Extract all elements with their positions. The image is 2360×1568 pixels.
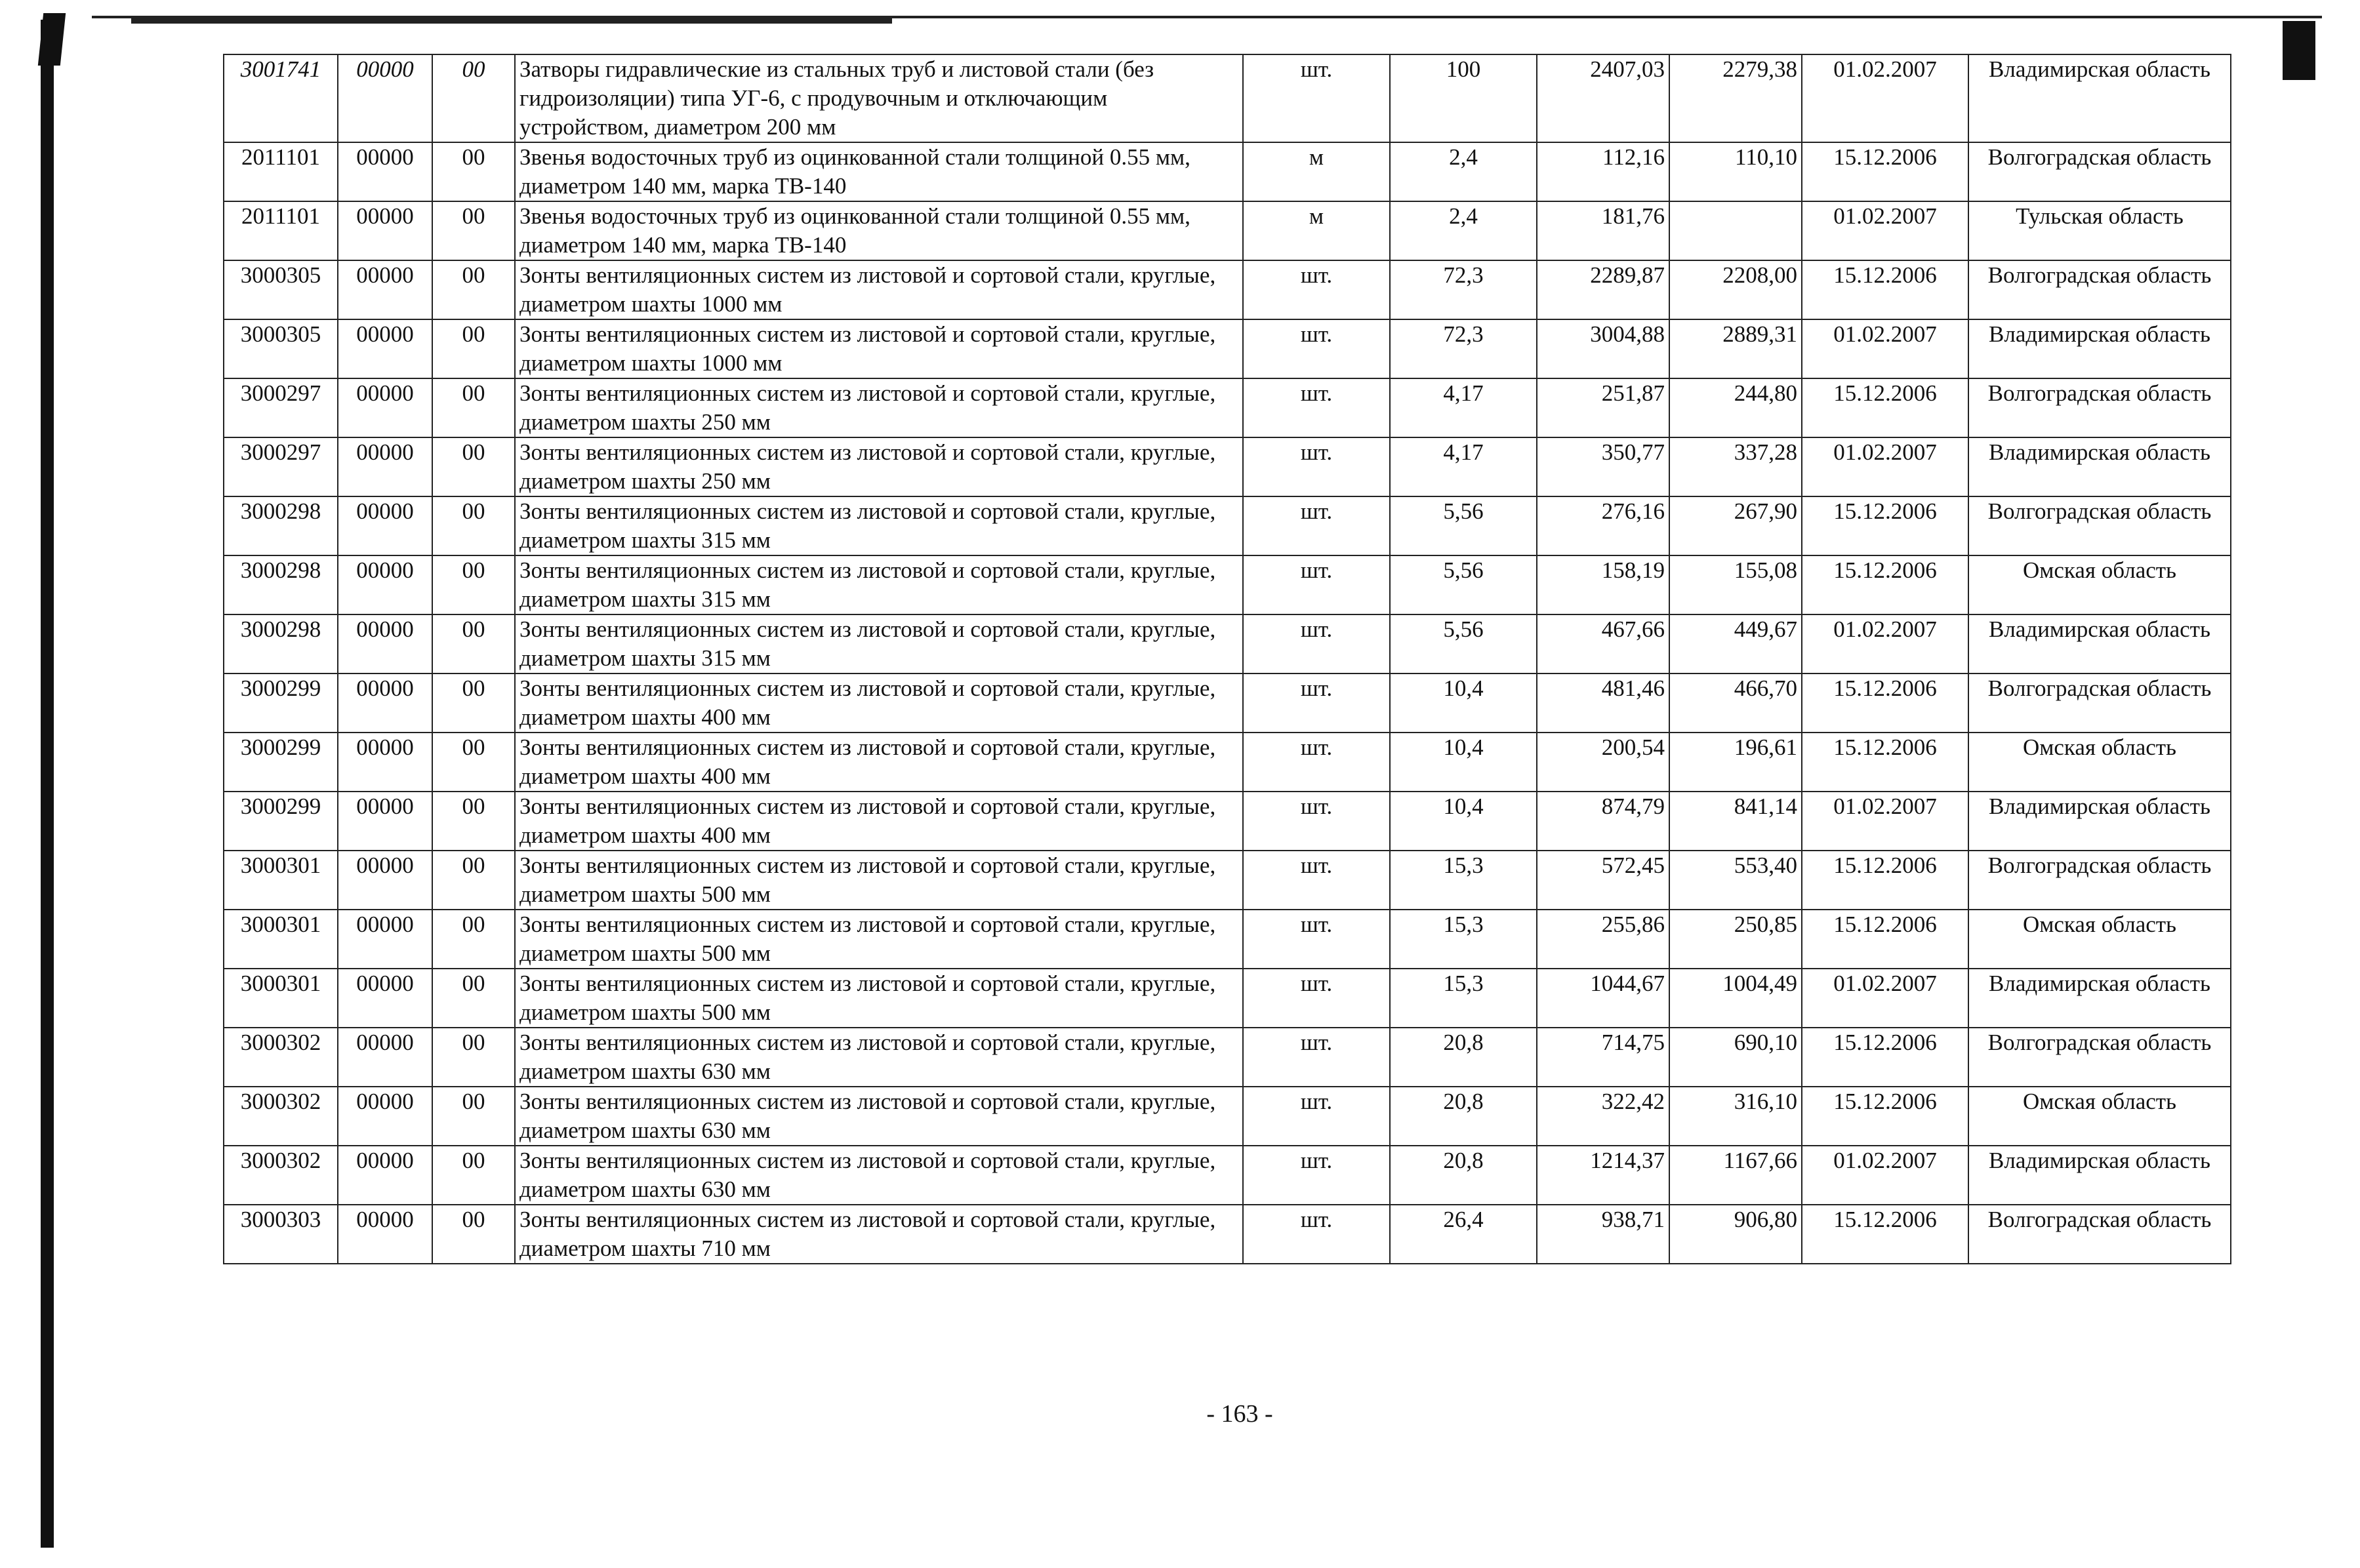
cell-name: Зонты вентиляционных систем из листовой и сортовой стали, круглые, диаметром шахты 400 мм (515, 792, 1243, 851)
cell-price-2: 337,28 (1669, 437, 1802, 496)
cell-region: Омская область (1968, 910, 2231, 969)
cell-code: 3000299 (224, 733, 338, 792)
cell-quantity: 5,56 (1390, 555, 1537, 614)
cell-subcode: 00000 (338, 1087, 432, 1146)
cell-code: 3000297 (224, 378, 338, 437)
cell-name: Зонты вентиляционных систем из листовой и сортовой стали, круглые, диаметром шахты 710 мм (515, 1205, 1243, 1264)
cell-price-1: 714,75 (1537, 1028, 1669, 1087)
cell-extcode: 00 (432, 142, 515, 201)
cell-subcode: 00000 (338, 969, 432, 1028)
cell-code: 3001741 (224, 54, 338, 142)
cell-subcode: 00000 (338, 851, 432, 910)
cell-date: 15.12.2006 (1802, 733, 1968, 792)
cell-price-2 (1669, 201, 1802, 260)
cell-unit: шт. (1243, 555, 1390, 614)
cell-region: Владимирская область (1968, 792, 2231, 851)
cell-subcode: 00000 (338, 792, 432, 851)
cell-price-2: 841,14 (1669, 792, 1802, 851)
cell-region: Владимирская область (1968, 437, 2231, 496)
cell-code: 3000298 (224, 555, 338, 614)
cell-extcode: 00 (432, 555, 515, 614)
cell-unit: шт. (1243, 1146, 1390, 1205)
cell-region: Владимирская область (1968, 54, 2231, 142)
cell-date: 15.12.2006 (1802, 851, 1968, 910)
cell-extcode: 00 (432, 201, 515, 260)
cell-quantity: 2,4 (1390, 142, 1537, 201)
cell-code: 3000305 (224, 260, 338, 319)
cell-unit: шт. (1243, 1205, 1390, 1264)
cell-price-1: 322,42 (1537, 1087, 1669, 1146)
cell-code: 3000298 (224, 496, 338, 555)
cell-region: Омская область (1968, 555, 2231, 614)
cell-extcode: 00 (432, 54, 515, 142)
cell-unit: шт. (1243, 54, 1390, 142)
table-row (224, 792, 2231, 851)
cell-code: 3000302 (224, 1087, 338, 1146)
cell-price-2: 449,67 (1669, 614, 1802, 673)
cell-quantity: 15,3 (1390, 851, 1537, 910)
cell-code: 3000299 (224, 673, 338, 733)
cell-quantity: 4,17 (1390, 437, 1537, 496)
cell-subcode: 00000 (338, 437, 432, 496)
cell-price-1: 2407,03 (1537, 54, 1669, 142)
cell-price-1: 3004,88 (1537, 319, 1669, 378)
table-row (224, 437, 2231, 496)
cell-region: Владимирская область (1968, 319, 2231, 378)
cell-code: 3000298 (224, 614, 338, 673)
table-row (224, 496, 2231, 555)
cell-date: 01.02.2007 (1802, 201, 1968, 260)
cell-price-1: 158,19 (1537, 555, 1669, 614)
cell-unit: шт. (1243, 1087, 1390, 1146)
cell-extcode: 00 (432, 969, 515, 1028)
cell-price-2: 250,85 (1669, 910, 1802, 969)
cell-price-2: 553,40 (1669, 851, 1802, 910)
cell-name: Зонты вентиляционных систем из листовой и сортовой стали, круглые, диаметром шахты 500 мм (515, 969, 1243, 1028)
scan-edge-bar-top (38, 13, 66, 66)
cell-unit: м (1243, 142, 1390, 201)
cell-quantity: 72,3 (1390, 260, 1537, 319)
cell-price-1: 2289,87 (1537, 260, 1669, 319)
cell-name: Зонты вентиляционных систем из листовой и сортовой стали, круглые, диаметром шахты 630 мм (515, 1146, 1243, 1205)
cell-unit: шт. (1243, 260, 1390, 319)
cell-date: 01.02.2007 (1802, 319, 1968, 378)
cell-quantity: 2,4 (1390, 201, 1537, 260)
cell-date: 15.12.2006 (1802, 1028, 1968, 1087)
cell-unit: шт. (1243, 437, 1390, 496)
table-row (224, 142, 2231, 201)
cell-quantity: 20,8 (1390, 1028, 1537, 1087)
scan-edge-bar (41, 20, 54, 1548)
cell-region: Волгоградская область (1968, 1028, 2231, 1087)
cell-name: Зонты вентиляционных систем из листовой и сортовой стали, круглые, диаметром шахты 1000 мм (515, 260, 1243, 319)
table-row (224, 201, 2231, 260)
cell-price-2: 2208,00 (1669, 260, 1802, 319)
cell-date: 15.12.2006 (1802, 910, 1968, 969)
cell-quantity: 4,17 (1390, 378, 1537, 437)
table-row (224, 319, 2231, 378)
cell-code: 2011101 (224, 201, 338, 260)
cell-price-1: 1044,67 (1537, 969, 1669, 1028)
cell-price-1: 276,16 (1537, 496, 1669, 555)
cell-name: Звенья водосточных труб из оцинкованной стали толщиной 0.55 мм, диаметром 140 мм, марка ТВ-140 (515, 142, 1243, 201)
cell-region: Волгоградская область (1968, 851, 2231, 910)
cell-subcode: 00000 (338, 733, 432, 792)
cell-code: 3000305 (224, 319, 338, 378)
table-row (224, 1146, 2231, 1205)
cell-price-1: 251,87 (1537, 378, 1669, 437)
cell-subcode: 00000 (338, 378, 432, 437)
cell-date: 01.02.2007 (1802, 1146, 1968, 1205)
cell-region: Волгоградская область (1968, 260, 2231, 319)
cell-price-1: 181,76 (1537, 201, 1669, 260)
cell-extcode: 00 (432, 792, 515, 851)
cell-unit: шт. (1243, 910, 1390, 969)
cell-code: 3000301 (224, 851, 338, 910)
cell-price-1: 874,79 (1537, 792, 1669, 851)
cell-quantity: 20,8 (1390, 1146, 1537, 1205)
cell-name: Зонты вентиляционных систем из листовой и сортовой стали, круглые, диаметром шахты 500 мм (515, 851, 1243, 910)
cell-quantity: 15,3 (1390, 969, 1537, 1028)
cell-subcode: 00000 (338, 260, 432, 319)
cell-extcode: 00 (432, 1028, 515, 1087)
cell-price-1: 112,16 (1537, 142, 1669, 201)
cell-name: Зонты вентиляционных систем из листовой и сортовой стали, круглые, диаметром шахты 315 мм (515, 555, 1243, 614)
cell-extcode: 00 (432, 673, 515, 733)
cell-price-1: 572,45 (1537, 851, 1669, 910)
table-row (224, 733, 2231, 792)
cell-extcode: 00 (432, 1205, 515, 1264)
table-row (224, 1087, 2231, 1146)
cell-subcode: 00000 (338, 555, 432, 614)
cell-extcode: 00 (432, 733, 515, 792)
cell-region: Омская область (1968, 733, 2231, 792)
cell-unit: шт. (1243, 496, 1390, 555)
table-body (224, 54, 2231, 1264)
price-table (223, 54, 2231, 1264)
cell-price-1: 350,77 (1537, 437, 1669, 496)
cell-date: 15.12.2006 (1802, 1205, 1968, 1264)
cell-price-1: 938,71 (1537, 1205, 1669, 1264)
cell-price-2: 155,08 (1669, 555, 1802, 614)
cell-price-1: 200,54 (1537, 733, 1669, 792)
cell-quantity: 5,56 (1390, 614, 1537, 673)
cell-name: Зонты вентиляционных систем из листовой и сортовой стали, круглые, диаметром шахты 315 мм (515, 496, 1243, 555)
cell-extcode: 00 (432, 910, 515, 969)
cell-subcode: 00000 (338, 614, 432, 673)
cell-quantity: 10,4 (1390, 792, 1537, 851)
cell-extcode: 00 (432, 496, 515, 555)
cell-region: Омская область (1968, 1087, 2231, 1146)
cell-date: 01.02.2007 (1802, 969, 1968, 1028)
cell-subcode: 00000 (338, 1146, 432, 1205)
cell-price-1: 1214,37 (1537, 1146, 1669, 1205)
cell-price-1: 481,46 (1537, 673, 1669, 733)
cell-name: Звенья водосточных труб из оцинкованной стали толщиной 0.55 мм, диаметром 140 мм, марка ТВ-140 (515, 201, 1243, 260)
table-row (224, 910, 2231, 969)
cell-name: Зонты вентиляционных систем из листовой и сортовой стали, круглые, диаметром шахты 1000 мм (515, 319, 1243, 378)
cell-date: 01.02.2007 (1802, 437, 1968, 496)
cell-subcode: 00000 (338, 142, 432, 201)
cell-quantity: 26,4 (1390, 1205, 1537, 1264)
cell-name: Зонты вентиляционных систем из листовой и сортовой стали, круглые, диаметром шахты 250 мм (515, 378, 1243, 437)
cell-unit: шт. (1243, 1028, 1390, 1087)
cell-name: Зонты вентиляционных систем из листовой и сортовой стали, круглые, диаметром шахты 630 мм (515, 1028, 1243, 1087)
cell-code: 3000302 (224, 1028, 338, 1087)
cell-date: 15.12.2006 (1802, 496, 1968, 555)
cell-code: 3000297 (224, 437, 338, 496)
table-row (224, 555, 2231, 614)
cell-price-2: 267,90 (1669, 496, 1802, 555)
cell-date: 15.12.2006 (1802, 378, 1968, 437)
table-row (224, 614, 2231, 673)
cell-quantity: 10,4 (1390, 733, 1537, 792)
cell-price-2: 466,70 (1669, 673, 1802, 733)
cell-quantity: 5,56 (1390, 496, 1537, 555)
cell-date: 15.12.2006 (1802, 142, 1968, 201)
cell-extcode: 00 (432, 1087, 515, 1146)
cell-price-2: 196,61 (1669, 733, 1802, 792)
cell-quantity: 72,3 (1390, 319, 1537, 378)
cell-date: 15.12.2006 (1802, 555, 1968, 614)
table-row (224, 54, 2231, 142)
cell-price-2: 1004,49 (1669, 969, 1802, 1028)
cell-price-1: 467,66 (1537, 614, 1669, 673)
cell-extcode: 00 (432, 851, 515, 910)
cell-name: Зонты вентиляционных систем из листовой и сортовой стали, круглые, диаметром шахты 630 мм (515, 1087, 1243, 1146)
cell-extcode: 00 (432, 319, 515, 378)
cell-region: Волгоградская область (1968, 673, 2231, 733)
cell-extcode: 00 (432, 1146, 515, 1205)
cell-region: Волгоградская область (1968, 1205, 2231, 1264)
cell-date: 01.02.2007 (1802, 792, 1968, 851)
cell-price-2: 2889,31 (1669, 319, 1802, 378)
table-row (224, 1028, 2231, 1087)
cell-name: Зонты вентиляционных систем из листовой и сортовой стали, круглые, диаметром шахты 400 мм (515, 673, 1243, 733)
cell-code: 3000302 (224, 1146, 338, 1205)
cell-extcode: 00 (432, 614, 515, 673)
cell-date: 15.12.2006 (1802, 1087, 1968, 1146)
cell-price-1: 255,86 (1537, 910, 1669, 969)
cell-subcode: 00000 (338, 1028, 432, 1087)
page-number: - 163 - (1206, 1400, 1273, 1428)
cell-subcode: 00000 (338, 201, 432, 260)
cell-region: Волгоградская область (1968, 142, 2231, 201)
cell-date: 15.12.2006 (1802, 673, 1968, 733)
cell-subcode: 00000 (338, 910, 432, 969)
cell-price-2: 2279,38 (1669, 54, 1802, 142)
cell-price-2: 244,80 (1669, 378, 1802, 437)
cell-subcode: 00000 (338, 673, 432, 733)
cell-region: Тульская область (1968, 201, 2231, 260)
cell-name: Затворы гидравлические из стальных труб и листовой стали (без гидроизоляции) типа УГ-6, с продувочным и отключающим устройством, диаметром 200 мм (515, 54, 1243, 142)
cell-price-2: 316,10 (1669, 1087, 1802, 1146)
cell-price-2: 110,10 (1669, 142, 1802, 201)
cell-subcode: 00000 (338, 54, 432, 142)
cell-quantity: 20,8 (1390, 1087, 1537, 1146)
cell-date: 01.02.2007 (1802, 614, 1968, 673)
cell-unit: шт. (1243, 614, 1390, 673)
cell-quantity: 100 (1390, 54, 1537, 142)
cell-region: Волгоградская область (1968, 496, 2231, 555)
cell-region: Волгоградская область (1968, 378, 2231, 437)
table-row (224, 673, 2231, 733)
cell-unit: м (1243, 201, 1390, 260)
cell-price-2: 906,80 (1669, 1205, 1802, 1264)
table-row (224, 851, 2231, 910)
cell-price-2: 690,10 (1669, 1028, 1802, 1087)
table-row (224, 969, 2231, 1028)
scan-corner-mark (2283, 21, 2315, 80)
cell-quantity: 15,3 (1390, 910, 1537, 969)
cell-unit: шт. (1243, 378, 1390, 437)
cell-price-2: 1167,66 (1669, 1146, 1802, 1205)
cell-extcode: 00 (432, 437, 515, 496)
table-row (224, 378, 2231, 437)
table-row (224, 1205, 2231, 1264)
cell-name: Зонты вентиляционных систем из листовой и сортовой стали, круглые, диаметром шахты 500 мм (515, 910, 1243, 969)
cell-unit: шт. (1243, 673, 1390, 733)
cell-extcode: 00 (432, 378, 515, 437)
cell-region: Владимирская область (1968, 1146, 2231, 1205)
cell-name: Зонты вентиляционных систем из листовой и сортовой стали, круглые, диаметром шахты 315 мм (515, 614, 1243, 673)
cell-unit: шт. (1243, 969, 1390, 1028)
cell-region: Владимирская область (1968, 969, 2231, 1028)
cell-subcode: 00000 (338, 1205, 432, 1264)
cell-subcode: 00000 (338, 496, 432, 555)
cell-extcode: 00 (432, 260, 515, 319)
cell-code: 3000303 (224, 1205, 338, 1264)
cell-name: Зонты вентиляционных систем из листовой и сортовой стали, круглые, диаметром шахты 400 мм (515, 733, 1243, 792)
scan-top-line-thick (131, 17, 892, 24)
cell-code: 3000299 (224, 792, 338, 851)
cell-code: 3000301 (224, 910, 338, 969)
cell-date: 01.02.2007 (1802, 54, 1968, 142)
cell-subcode: 00000 (338, 319, 432, 378)
cell-unit: шт. (1243, 319, 1390, 378)
cell-name: Зонты вентиляционных систем из листовой и сортовой стали, круглые, диаметром шахты 250 мм (515, 437, 1243, 496)
cell-code: 3000301 (224, 969, 338, 1028)
cell-date: 15.12.2006 (1802, 260, 1968, 319)
table-row (224, 260, 2231, 319)
cell-unit: шт. (1243, 733, 1390, 792)
cell-code: 2011101 (224, 142, 338, 201)
cell-quantity: 10,4 (1390, 673, 1537, 733)
cell-unit: шт. (1243, 851, 1390, 910)
cell-unit: шт. (1243, 792, 1390, 851)
cell-region: Владимирская область (1968, 614, 2231, 673)
